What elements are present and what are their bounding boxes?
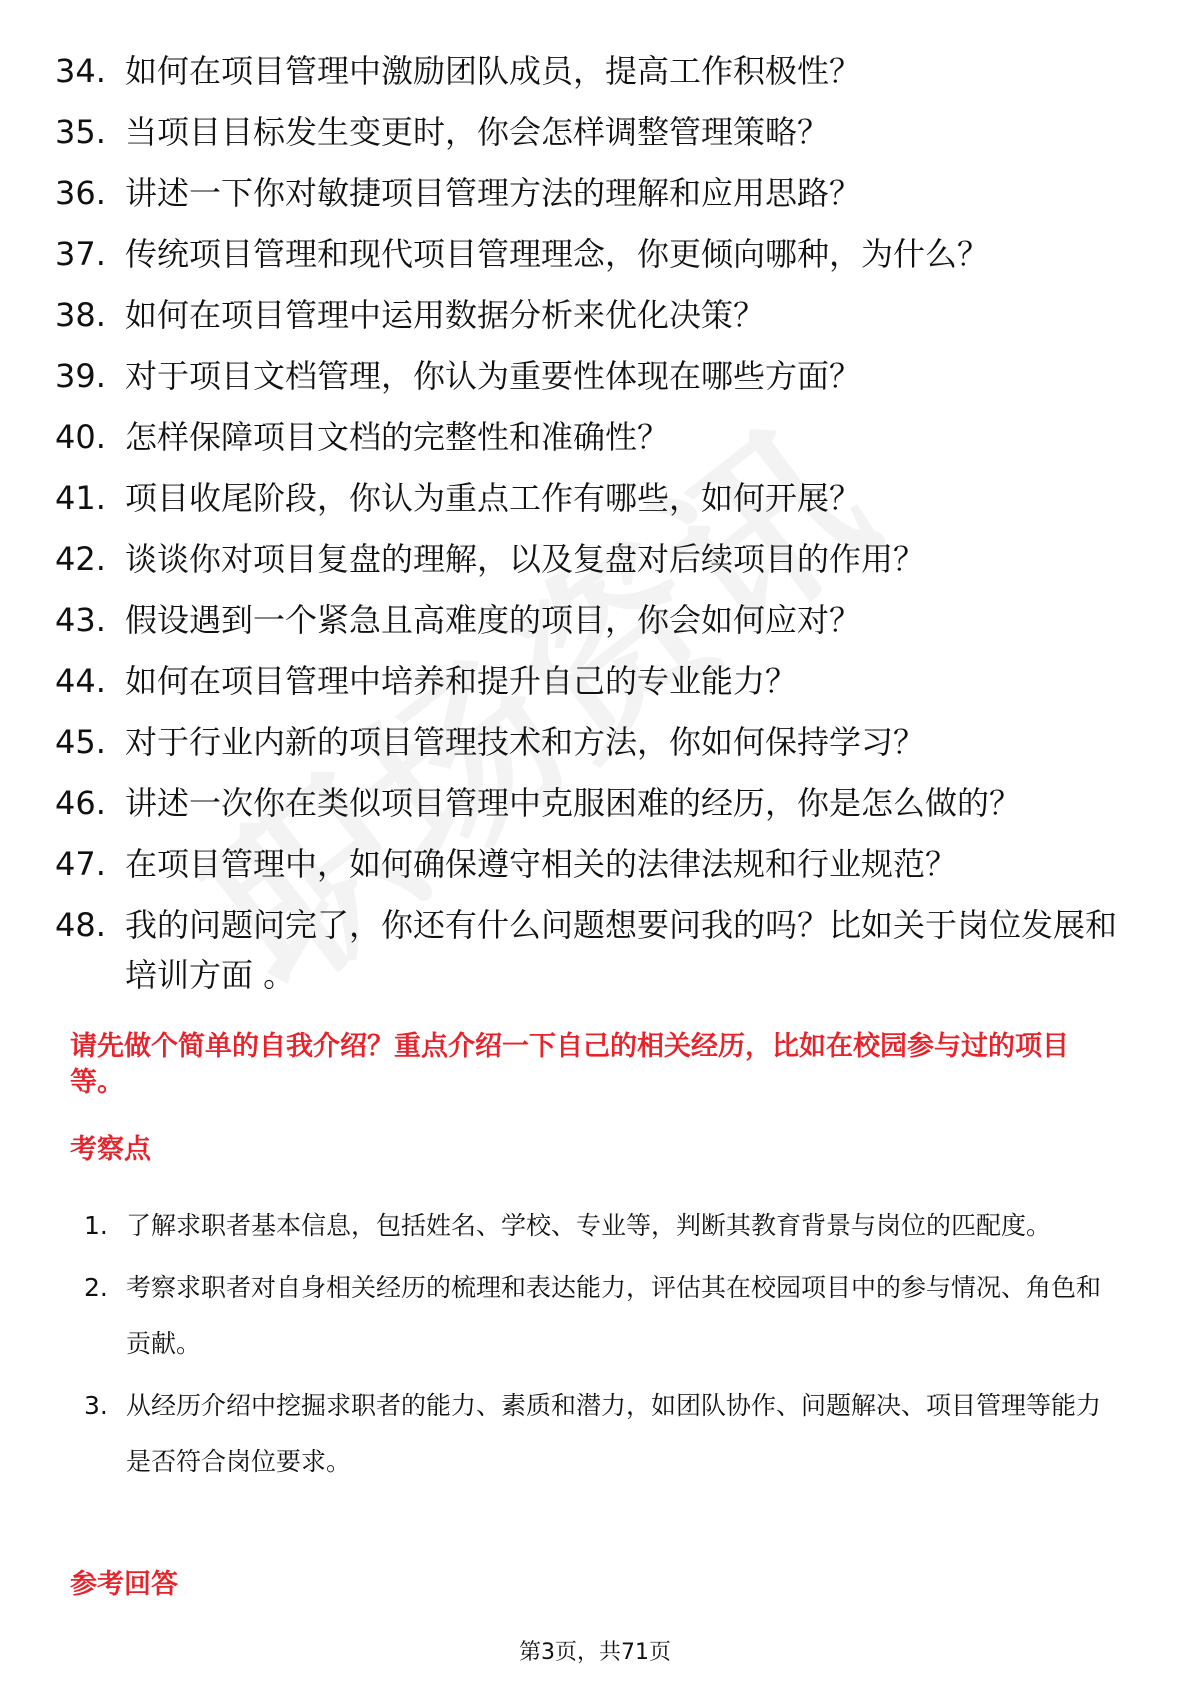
assess-title: 考察点 [70,1134,151,1165]
point-text: 从经历介绍中挖掘求职者的能力、素质和潜力，如团队协作、问题解决、项目管理等能力是否符合岗位要求。 [126,1391,1102,1476]
question-item [55,168,1135,229]
question-item [55,839,1135,900]
answer-title: 参考回答 [70,1569,178,1600]
question-text: 谈谈你对项目复盘的理解，以及复盘对后续项目的作用？ [125,540,926,578]
assess-point [84,1198,1114,1254]
question-text: 如何在项目管理中培养和提升自己的专业能力？ [125,662,798,700]
question-item [55,473,1135,534]
question-text: 对于行业内新的项目管理技术和方法，你如何保持学习？ [125,723,926,761]
assess-point [84,1260,1114,1372]
question-item [55,290,1135,351]
question-text: 假设遇到一个紧急且高难度的项目，你会如何应对？ [125,601,862,639]
question-number: 38. [55,296,106,334]
question-item [55,46,1135,107]
question-number: 47. [55,845,106,883]
highlight-question: 请先做个简单的自我介绍？重点介绍一下自己的相关经历，比如在校园参与过的项目等。 [70,1031,1069,1098]
question-item [55,778,1135,839]
question-item [55,656,1135,717]
point-number: 3. [84,1391,108,1420]
question-number: 35. [55,113,106,151]
question-number: 34. [55,52,106,90]
question-text: 项目收尾阶段，你认为重点工作有哪些，如何开展？ [125,479,862,517]
question-item [55,229,1135,290]
question-number: 37. [55,235,106,273]
point-text: 了解求职者基本信息，包括姓名、学校、专业等，判断其教育背景与岗位的匹配度。 [126,1211,1052,1240]
question-list [55,46,1135,1000]
assess-points [84,1198,1114,1496]
question-item [55,107,1135,168]
question-number: 44. [55,662,106,700]
point-number: 1. [84,1211,108,1240]
question-number: 42. [55,540,106,578]
question-text: 讲述一下你对敏捷项目管理方法的理解和应用思路？ [125,174,862,212]
question-number: 36. [55,174,106,212]
question-text: 如何在项目管理中激励团队成员，提高工作积极性？ [125,52,862,90]
question-text: 对于项目文档管理，你认为重要性体现在哪些方面？ [125,357,862,395]
question-item [55,412,1135,473]
question-number: 48. [55,906,106,944]
question-number: 43. [55,601,106,639]
question-text: 传统项目管理和现代项目管理理念，你更倾向哪种，为什么？ [125,235,990,273]
question-text: 当项目目标发生变更时，你会怎样调整管理策略？ [125,113,830,151]
question-text: 怎样保障项目文档的完整性和准确性？ [125,418,670,456]
question-number: 46. [55,784,106,822]
question-number: 39. [55,357,106,395]
question-text: 讲述一次你在类似项目管理中克服困难的经历，你是怎么做的？ [125,784,1022,822]
question-number: 45. [55,723,106,761]
question-item [55,534,1135,595]
point-text: 考察求职者对自身相关经历的梳理和表达能力，评估其在校园项目中的参与情况、角色和贡献。 [126,1273,1102,1358]
assess-point [84,1378,1114,1490]
question-number: 40. [55,418,106,456]
question-text: 我的问题问完了，你还有什么问题想要问我的吗？比如关于岗位发展和培训方面 。 [125,906,1118,994]
question-item [55,900,1135,1000]
question-item [55,717,1135,778]
question-number: 41. [55,479,106,517]
question-item [55,351,1135,412]
page-footer: 第3页，共71页 [519,1640,671,1665]
question-text: 如何在项目管理中运用数据分析来优化决策？ [125,296,766,334]
point-number: 2. [84,1273,108,1302]
question-text: 在项目管理中，如何确保遵守相关的法律法规和行业规范？ [125,845,958,883]
question-item [55,595,1135,656]
